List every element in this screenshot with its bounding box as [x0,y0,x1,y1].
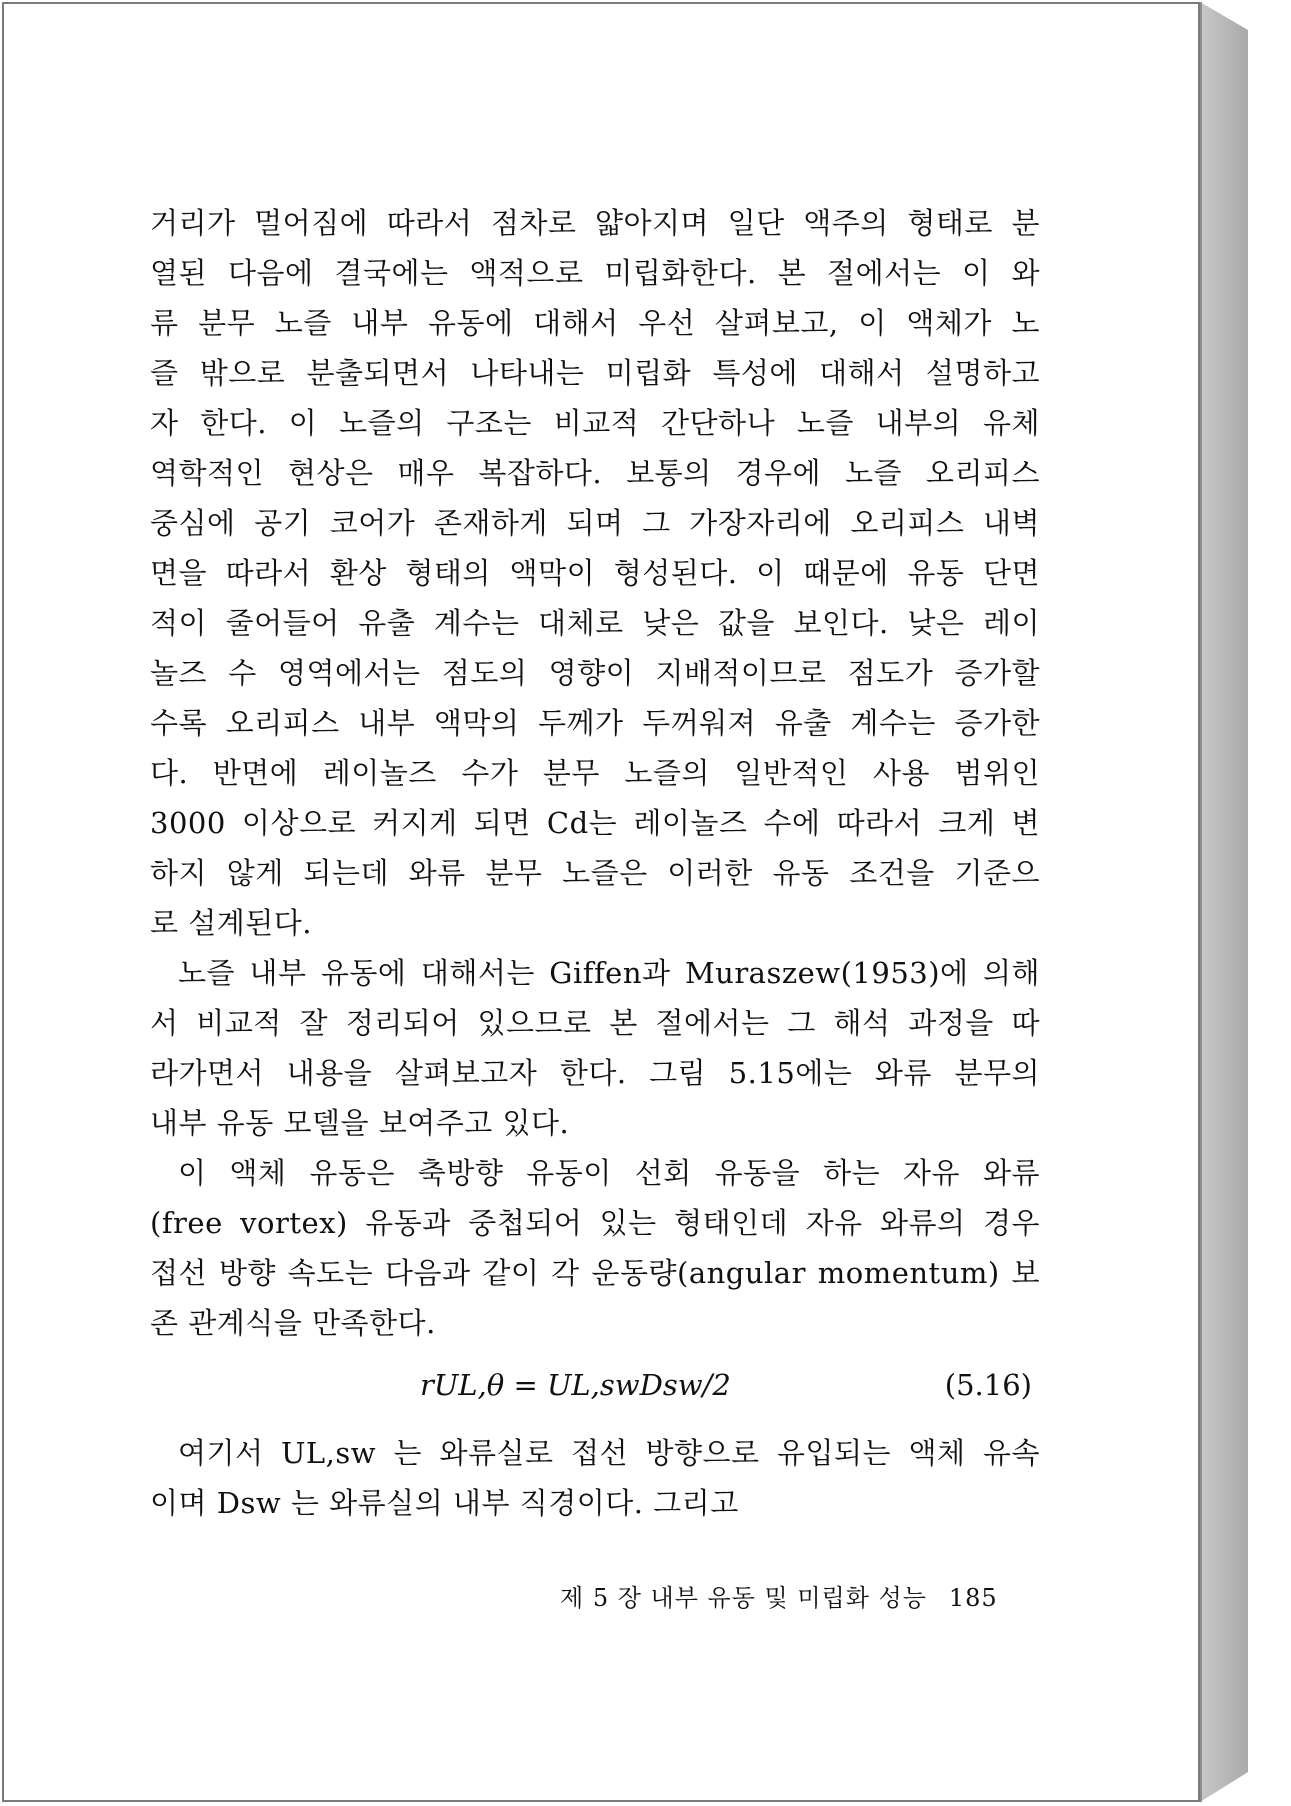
equation-number: (5.16) [944,1368,1032,1402]
text-line: 자 한다. 이 노즐의 구조는 비교적 간단하나 노즐 내부의 유체 [150,406,1040,440]
text-line: 3000 이상으로 커지게 되면 Cd는 레이놀즈 수에 따라서 크게 변 [150,806,1040,840]
text-line: 이며 Dsw 는 와류실의 내부 직경이다. 그리고 [150,1486,739,1520]
body-text [150,198,1040,1348]
text-line: 열된 다음에 결국에는 액적으로 미립화한다. 본 절에서는 이 와 [150,256,1040,290]
text-line: (free vortex) 유동과 중첩되어 있는 형태인데 자유 와류의 경우 [150,1206,1040,1240]
page-edge-stack [1200,2,1248,1802]
text-line: 접선 방향 속도는 다음과 같이 각 운동량(angular momentum) 보 [150,1256,1040,1290]
equation-expression: rUL,θ = UL,swDsw/2 [420,1368,731,1402]
chapter-title: 제 5 장 내부 유동 및 미립화 성능 [560,1584,927,1612]
text-line: 류 분무 노즐 내부 유동에 대해서 우선 살펴보고, 이 액체가 노 [150,306,1040,340]
running-footer [560,1578,998,1613]
text-line: 즐 밖으로 분출되면서 나타내는 미립화 특성에 대해서 설명하고 [150,356,1040,390]
text-line: 다. 반면에 레이놀즈 수가 분무 노즐의 일반적인 사용 범위인 [150,756,1040,790]
text-line: 서 비교적 잘 정리되어 있으므로 본 절에서는 그 해석 과정을 따 [150,1006,1040,1040]
text-line: 중심에 공기 코어가 존재하게 되며 그 가장자리에 오리피스 내벽 [150,506,1040,540]
post-equation-text [150,1428,1040,1528]
text-line: 로 설계된다. [150,906,313,940]
text-line: 역학적인 현상은 매우 복잡하다. 보통의 경우에 노즐 오리피스 [150,456,1040,490]
text-line: 면을 따라서 환상 형태의 액막이 형성된다. 이 때문에 유동 단면 [150,556,1040,590]
text-line: 적이 줄어들어 유출 계수는 대체로 낮은 값을 보인다. 낮은 레이 [150,606,1040,640]
text-line: 거리가 멀어짐에 따라서 점차로 얇아지며 일단 액주의 형태로 분 [150,206,1040,240]
text-line: 수록 오리피스 내부 액막의 두께가 두꺼워져 유출 계수는 증가한 [150,706,1040,740]
page-edge-line [1200,2,1202,1802]
text-line: 노즐 내부 유동에 대해서는 Giffen과 Muraszew(1953)에 의해 [178,956,1040,990]
text-line: 놀즈 수 영역에서는 점도의 영향이 지배적이므로 점도가 증가할 [150,656,1040,690]
equation-5-16 [150,1355,1040,1415]
text-line: 라가면서 내용을 살펴보고자 한다. 그림 5.15에는 와류 분무의 [150,1056,1040,1090]
text-line: 여기서 UL,sw 는 와류실로 접선 방향으로 유입되는 액체 유속 [178,1436,1040,1470]
text-line: 하지 않게 되는데 와류 분무 노즐은 이러한 유동 조건을 기준으 [150,856,1040,890]
text-line: 이 액체 유동은 축방향 유동이 선회 유동을 하는 자유 와류 [178,1156,1040,1190]
text-line: 존 관계식을 만족한다. [150,1306,436,1340]
text-line: 내부 유동 모델을 보여주고 있다. [150,1106,570,1140]
page-number: 185 [948,1584,998,1612]
